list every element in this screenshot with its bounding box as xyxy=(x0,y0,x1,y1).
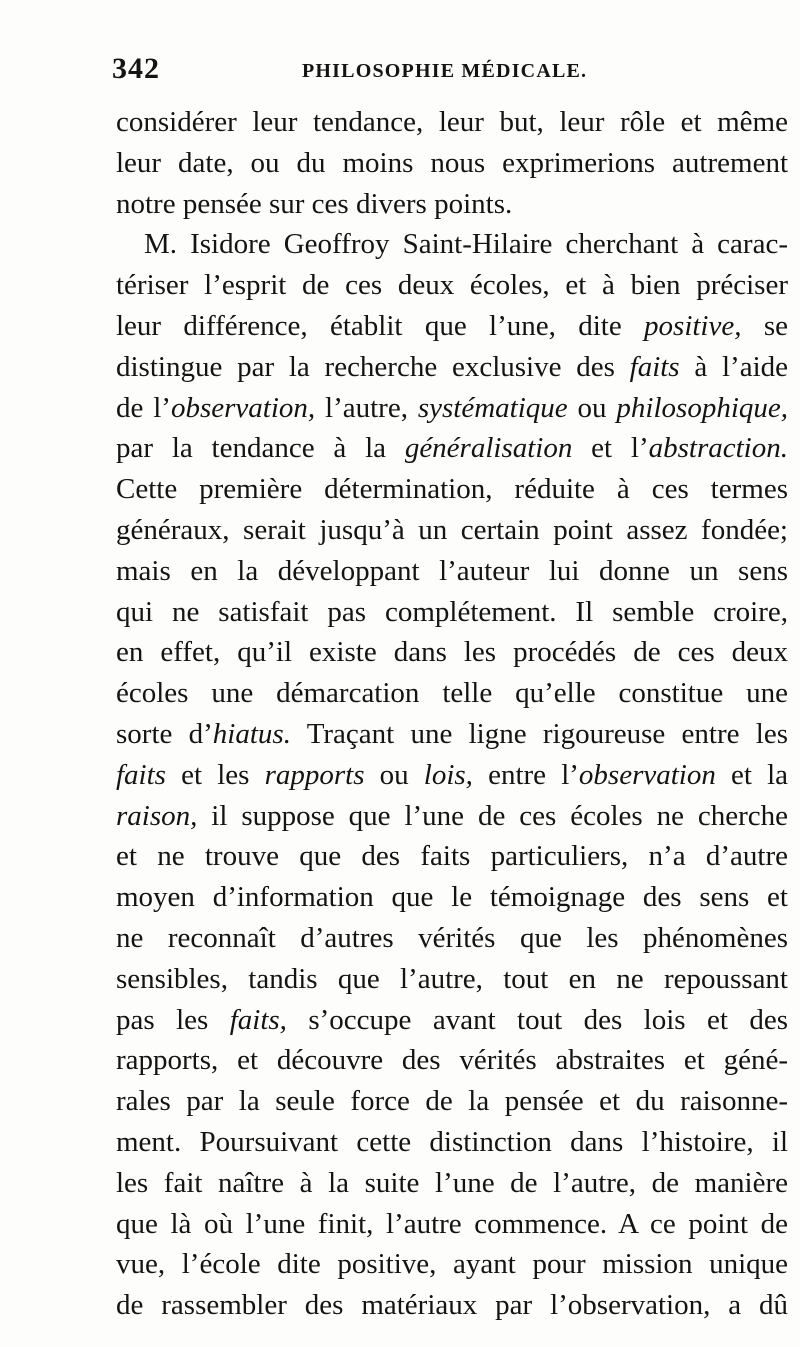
text-line: par la tendance à la généralisation et l’abstraction. xyxy=(116,432,788,465)
italic-term: abstraction. xyxy=(648,432,788,465)
paragraph-start-line: M. Isidore Geoffroy Saint-Hilaire cherchant à carac- xyxy=(144,228,788,261)
italic-term: raison, xyxy=(116,799,198,832)
italic-term: faits xyxy=(629,350,680,383)
text-line: sensibles, tandis que l’autre, tout en ne repoussant xyxy=(116,962,788,995)
text-line: distingue par la recherche exclusive des faits à l’aide xyxy=(116,350,788,383)
text-line: que là où l’une finit, l’autre commence. A ce point de xyxy=(116,1207,788,1240)
text-line: généraux, serait jusqu’à un certain point assez fondée; xyxy=(116,513,788,546)
text-line: leur date, ou du moins nous exprimerions autrement xyxy=(116,146,788,179)
text-line: écoles une démarcation telle qu’elle constitue une xyxy=(116,677,788,710)
text-line: qui ne satisfait pas complétement. Il semble croire, xyxy=(116,595,788,628)
text-line: rales par la seule force de la pensée et du raisonne- xyxy=(116,1085,788,1118)
text-line: faits et les rapports ou lois, entre l’observation et la xyxy=(116,758,788,791)
text-line: considérer leur tendance, leur but, leur rôle et même xyxy=(116,106,788,138)
text-line: Cette première détermination, réduite à ces termes xyxy=(116,473,788,506)
text-line: notre pensée sur ces divers points. xyxy=(116,187,513,220)
text-line: moyen d’information que le témoignage des sens et xyxy=(116,881,788,914)
text-line: mais en la développant l’auteur lui donne un sens xyxy=(116,554,788,587)
text-line: et ne trouve que des faits particuliers, n’a d’autre xyxy=(116,840,788,873)
italic-term: lois, xyxy=(423,758,473,791)
text-line: sorte d’hiatus. Traçant une ligne rigoureuse entre les xyxy=(116,717,788,750)
text-line: ne reconnaît d’autres vérités que les phénomènes xyxy=(116,921,788,954)
italic-term: rapports xyxy=(264,758,365,791)
text-line: en effet, qu’il existe dans les procédés de ces deux xyxy=(116,636,788,669)
running-head: PHILOSOPHIE MÉDICALE. xyxy=(302,60,588,82)
italic-term: faits xyxy=(116,758,166,791)
text-line: les fait naître à la suite l’une de l’autre, de manière xyxy=(116,1166,788,1199)
body-text xyxy=(116,102,796,1326)
page-number: 342 xyxy=(112,52,160,85)
text-line: ment. Poursuivant cette distinction dans l’histoire, il xyxy=(116,1125,788,1158)
text-line: de l’observation, l’autre, systématique ou philosophique, xyxy=(116,391,789,424)
italic-term: systématique xyxy=(417,391,568,424)
text-line: raison, il suppose que l’une de ces écoles ne cherche xyxy=(116,799,788,832)
italic-term: hiatus. xyxy=(212,717,291,750)
text-line: vue, l’école dite positive, ayant pour mission unique xyxy=(116,1248,788,1281)
italic-term: généralisation xyxy=(404,432,573,465)
italic-term: observation, xyxy=(170,391,316,424)
text-line: pas les faits, s’occupe avant tout des lois et des xyxy=(116,1003,788,1036)
text-line: rapports, et découvre des vérités abstraites et géné- xyxy=(116,1044,788,1077)
text-line: tériser l’esprit de ces deux écoles, et à bien préciser xyxy=(116,269,788,302)
text-line: leur différence, établit que l’une, dite positive, se xyxy=(116,309,788,342)
italic-term: observation xyxy=(578,758,716,791)
italic-term: positive, xyxy=(644,309,742,342)
page-header xyxy=(112,52,792,92)
italic-term: faits, xyxy=(229,1003,287,1036)
text-line: de rassembler des matériaux par l’observation, a dû xyxy=(116,1289,788,1322)
italic-term: philosophique, xyxy=(616,391,789,424)
